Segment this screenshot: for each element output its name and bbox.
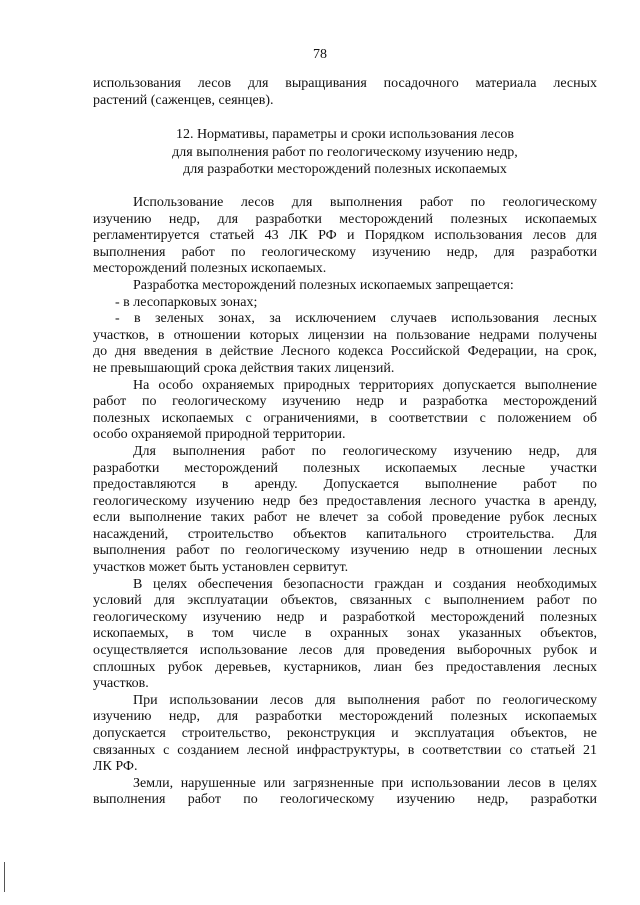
scan-edge-mark: [4, 862, 5, 892]
heading-line: 12. Нормативы, параметры и сроки использования лесов: [175, 127, 515, 142]
body-line: насаждений, строительство объектов капитального строительства. Для: [93, 526, 597, 542]
body-line: ЛК РФ.: [93, 759, 138, 775]
section-body: [93, 195, 597, 809]
intro-line: растений (саженцев, сеянцев).: [93, 92, 274, 108]
body-line: геологическому изучению недр без предоставления лесного участка в аренду,: [93, 493, 597, 509]
body-line: ископаемых, в том числе в охранных зонах указанных объектов,: [93, 626, 597, 642]
body-line: геологическому изучению недр и разработкой месторождений полезных: [93, 609, 597, 625]
body-line: Для выполнения работ по геологическому изучению недр, для: [133, 443, 597, 459]
page-number: 78: [313, 47, 327, 62]
body-line: сплошных рубок деревьев, кустарников, лиан без предоставления лесных: [93, 659, 597, 675]
body-line: выполнения работ по геологическому изучению недр, разработки: [93, 792, 597, 808]
body-line: - в зеленых зонах, за исключением случаев использования лесных: [115, 311, 597, 327]
body-line: предоставляются в аренду. Допускается выполнение работ по: [93, 477, 597, 493]
body-line: месторождений полезных ископаемых.: [93, 261, 327, 277]
body-line: На особо охраняемых природных территориях допускается выполнение: [133, 377, 597, 393]
body-line: не превышающий срока действия таких лицензий.: [93, 360, 395, 376]
heading-line: для разработки месторождений полезных ископаемых: [183, 162, 507, 177]
body-line: участков, в отношении которых лицензии на пользование недрами получены: [93, 327, 597, 343]
body-line: выполнения работ по геологическому изучению недр, для разработки: [93, 244, 597, 260]
body-line: При использовании лесов для выполнения работ по геологическому: [133, 692, 597, 708]
body-line: до дня введения в действие Лесного кодекса Российской Федерации, на срок,: [93, 344, 597, 360]
body-line: если выполнение таких работ не влечет за собой проведение рубок лесных: [93, 510, 597, 526]
body-line: изучению недр, для разработки месторождений полезных ископаемых: [93, 211, 597, 227]
body-line: допускается строительство, реконструкция и эксплуатация объектов, не: [93, 726, 597, 741]
section-heading: [93, 126, 597, 179]
body-line: полезных ископаемых с ограничениями, в соответствии с положением об: [93, 410, 597, 426]
body-line: - в лесопарковых зонах;: [115, 294, 258, 310]
body-line: связанных с созданием лесной инфраструктуры, в соответствии со статьей 21: [93, 742, 597, 758]
intro-line: использования лесов для выращивания посадочного материала лесных: [93, 76, 597, 91]
body-line: В целях обеспечения безопасности граждан и создания необходимых: [133, 576, 597, 592]
body-line: Использование лесов для выполнения работ по геологическому: [133, 195, 597, 210]
body-line: Земли, нарушенные или загрязненные при использовании лесов в целях: [133, 775, 597, 791]
body-line: участков может быть установлен сервитут.: [93, 560, 349, 576]
body-line: выполнения работ по геологическому изучению недр в отношении лесных: [93, 543, 597, 559]
body-line: особо охраняемой природной территории.: [93, 427, 346, 443]
intro-paragraph: [93, 76, 597, 109]
heading-line: для выполнения работ по геологическому изучению недр,: [172, 144, 518, 160]
body-line: работ по геологическому изучению недр и разработка месторождений: [93, 394, 597, 410]
body-line: осуществляется использование лесов для проведения выборочных рубок и: [93, 643, 597, 659]
body-line: изучению недр, для разработки месторождений полезных ископаемых: [93, 709, 597, 725]
body-line: участков.: [93, 676, 149, 692]
body-line: регламентируется статьей 43 ЛК РФ и Порядком использования лесов для: [93, 228, 597, 244]
body-line: условий для эксплуатации объектов, связанных с выполнением работ по: [93, 593, 597, 609]
body-line: Разработка месторождений полезных ископаемых запрещается:: [133, 277, 514, 293]
body-line: разработки месторождений полезных ископаемых лесные участки: [93, 460, 597, 476]
